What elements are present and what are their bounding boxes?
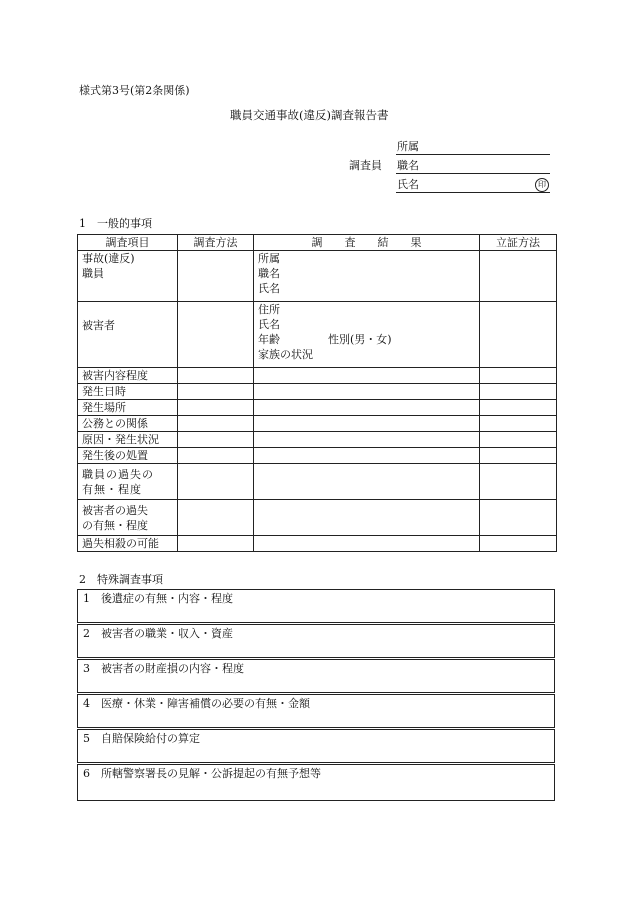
result-cell[interactable] xyxy=(254,432,480,448)
row-item-victim-fault xyxy=(78,500,178,536)
special-item-box[interactable] xyxy=(77,589,555,623)
special-item-label: 2 被害者の職業・収入・資産 xyxy=(83,627,233,640)
result-cell[interactable] xyxy=(254,368,480,384)
name-underline xyxy=(396,192,550,193)
proof-cell[interactable] xyxy=(480,384,557,400)
investigator-job-title-label: 職名 xyxy=(397,159,419,172)
result-cell[interactable] xyxy=(254,448,480,464)
proof-cell[interactable] xyxy=(480,368,557,384)
section1-heading: 1 一般的事項 xyxy=(79,217,152,230)
special-item-label: 1 後遺症の有無・内容・程度 xyxy=(83,592,233,605)
method-cell[interactable] xyxy=(178,448,254,464)
method-cell[interactable] xyxy=(178,464,254,500)
method-cell[interactable] xyxy=(178,416,254,432)
result-line-age-sex xyxy=(258,332,479,347)
age-label: 年齢 xyxy=(258,333,280,346)
proof-cell[interactable] xyxy=(480,536,557,552)
result-cell[interactable] xyxy=(254,400,480,416)
table-row xyxy=(78,432,557,448)
row-item: 被害内容程度 xyxy=(78,368,178,384)
result-cell[interactable] xyxy=(254,251,480,302)
header-item: 調査項目 xyxy=(78,235,178,251)
result-cell[interactable] xyxy=(254,464,480,500)
proof-cell[interactable] xyxy=(480,251,557,302)
table-row xyxy=(78,400,557,416)
table-row-staff-fault xyxy=(78,464,557,500)
result-cell[interactable] xyxy=(254,302,480,368)
item-line: の有無・程度 xyxy=(82,519,148,532)
method-cell[interactable] xyxy=(178,384,254,400)
result-cell[interactable] xyxy=(254,500,480,536)
row-item: 原因・発生状況 xyxy=(78,432,178,448)
method-cell[interactable] xyxy=(178,302,254,368)
table-header-row xyxy=(78,235,557,251)
special-item-label: 5 自賠保険給付の算定 xyxy=(83,732,200,745)
method-cell[interactable] xyxy=(178,536,254,552)
header-method: 調査方法 xyxy=(178,235,254,251)
investigator-name-label: 氏名 xyxy=(397,178,419,191)
special-item-box[interactable] xyxy=(77,659,555,693)
table-row xyxy=(78,368,557,384)
method-cell[interactable] xyxy=(178,500,254,536)
special-item-box[interactable] xyxy=(77,624,555,658)
result-line: 職名 xyxy=(258,267,280,280)
proof-cell[interactable] xyxy=(480,432,557,448)
table-row-accident-staff xyxy=(78,251,557,302)
result-line: 住所 xyxy=(258,303,280,316)
row-item-offset: 過失相殺の可能 xyxy=(78,536,178,552)
special-item-label: 4 医療・休業・障害補償の必要の有無・金額 xyxy=(83,697,310,710)
method-cell[interactable] xyxy=(178,432,254,448)
proof-cell[interactable] xyxy=(480,464,557,500)
row-item: 公務との関係 xyxy=(78,416,178,432)
result-cell[interactable] xyxy=(254,536,480,552)
proof-cell[interactable] xyxy=(480,302,557,368)
sex-label: 性別(男・女) xyxy=(328,333,392,346)
result-cell[interactable] xyxy=(254,384,480,400)
table-row-offset xyxy=(78,536,557,552)
proof-cell[interactable] xyxy=(480,500,557,536)
table-row xyxy=(78,448,557,464)
result-line: 家族の状況 xyxy=(258,348,313,361)
row-item-victim: 被害者 xyxy=(78,302,178,368)
special-item-box[interactable] xyxy=(77,764,555,801)
investigator-label: 調査員 xyxy=(349,159,382,172)
table-row xyxy=(78,416,557,432)
affiliation-underline xyxy=(396,154,550,155)
proof-cell[interactable] xyxy=(480,416,557,432)
form-number: 様式第3号(第2条関係) xyxy=(79,84,190,97)
table-row-victim xyxy=(78,302,557,368)
item-line: 有無・程度 xyxy=(82,483,142,496)
result-line: 氏名 xyxy=(258,318,280,331)
table-row xyxy=(78,384,557,400)
result-cell[interactable] xyxy=(254,416,480,432)
special-item-box[interactable] xyxy=(77,729,555,763)
result-line: 所属 xyxy=(258,252,280,265)
item-line: 被害者の過失 xyxy=(82,504,148,517)
proof-cell[interactable] xyxy=(480,400,557,416)
method-cell[interactable] xyxy=(178,368,254,384)
special-item-box[interactable] xyxy=(77,694,555,728)
result-line: 氏名 xyxy=(258,282,280,295)
special-item-label: 6 所轄警察署長の見解・公訴提起の有無予想等 xyxy=(83,767,321,780)
proof-cell[interactable] xyxy=(480,448,557,464)
method-cell[interactable] xyxy=(178,400,254,416)
item-line: 職員の過失の xyxy=(82,468,154,481)
row-item: 発生場所 xyxy=(78,400,178,416)
general-matters-table xyxy=(77,234,557,552)
special-item-label: 3 被害者の財産損の内容・程度 xyxy=(83,662,244,675)
investigator-affiliation-label: 所属 xyxy=(397,140,419,153)
row-item-staff-fault xyxy=(78,464,178,500)
section2-heading: 2 特殊調査事項 xyxy=(79,573,163,586)
row-item: 発生日時 xyxy=(78,384,178,400)
item-line: 職員 xyxy=(82,267,104,280)
header-result: 調 査 結 果 xyxy=(254,235,480,251)
document-title: 職員交通事故(違反)調査報告書 xyxy=(230,108,389,122)
method-cell[interactable] xyxy=(178,251,254,302)
table-row-victim-fault xyxy=(78,500,557,536)
header-proof: 立証方法 xyxy=(480,235,557,251)
seal-mark: 印 xyxy=(535,178,549,192)
row-item-accident-staff xyxy=(78,251,178,302)
row-item: 発生後の処置 xyxy=(78,448,178,464)
job-title-underline xyxy=(396,173,550,174)
item-line: 事故(違反) xyxy=(82,252,135,265)
